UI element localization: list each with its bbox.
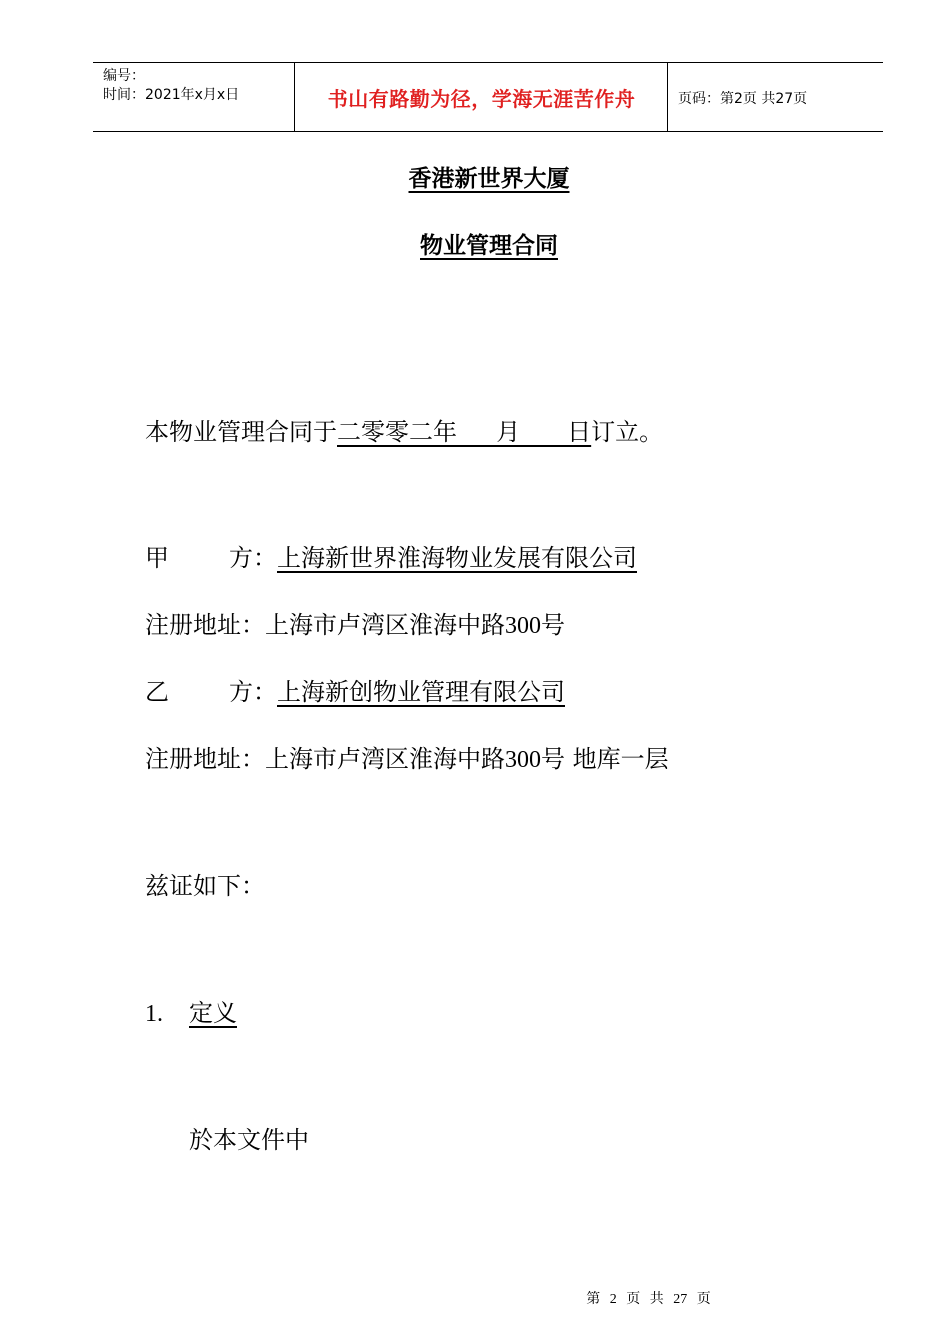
header-divider-2 xyxy=(667,63,668,131)
document-title-contract: 物业管理合同 xyxy=(420,233,558,259)
page-footer: 第 2 页 共 27 页 xyxy=(586,1292,711,1307)
party-b-address-text: 上海市卢湾区淮海中路 xyxy=(265,745,505,773)
header-page-label: 页码：第2页 共27页 xyxy=(678,91,808,107)
page-header xyxy=(93,62,883,132)
party-b-line xyxy=(145,672,565,707)
header-motto: 书山有路勤为径，学海无涯苦作舟 xyxy=(327,86,636,111)
party-a-label: 甲 xyxy=(145,544,169,572)
document-title-building: 香港新世界大厦 xyxy=(408,166,570,192)
header-divider-1 xyxy=(294,63,295,131)
party-a-address-number: 300 xyxy=(505,613,541,639)
party-b-name: 上海新创物业管理有限公司 xyxy=(277,678,565,706)
section-1-heading xyxy=(145,993,237,1028)
intro-line xyxy=(145,412,663,447)
section-1-body: 於本文件中 xyxy=(189,1126,309,1154)
header-time-label: 时间：2021年x月x日 xyxy=(103,87,240,103)
party-a-colon: 方： xyxy=(229,544,277,572)
party-b-address-line xyxy=(145,739,669,774)
party-b-address-number: 300 xyxy=(505,747,541,773)
section-1-number: 1. xyxy=(145,1001,163,1027)
party-a-address-text: 上海市卢湾区淮海中路 xyxy=(265,611,505,639)
party-b-address-label: 注册地址： xyxy=(145,745,265,773)
party-a-name: 上海新世界淮海物业发展有限公司 xyxy=(277,544,637,572)
party-b-label: 乙 xyxy=(145,678,169,706)
party-a-address-label: 注册地址： xyxy=(145,611,265,639)
intro-suffix: 订立。 xyxy=(591,418,664,446)
party-a-address-tail: 号 xyxy=(541,611,565,639)
party-b-address-tail: 号 地库一层 xyxy=(541,745,669,773)
party-a-line xyxy=(145,538,637,573)
intro-date: 二零零二年 月 日 xyxy=(337,418,592,446)
party-b-colon: 方： xyxy=(229,678,277,706)
party-a-address-line xyxy=(145,605,565,640)
header-number-label: 编号： xyxy=(103,68,145,84)
header-left-cell xyxy=(103,67,239,105)
intro-prefix: 本物业管理合同于 xyxy=(145,418,337,446)
witness-line: 兹证如下： xyxy=(145,872,265,900)
section-1-title: 定义 xyxy=(189,999,237,1027)
